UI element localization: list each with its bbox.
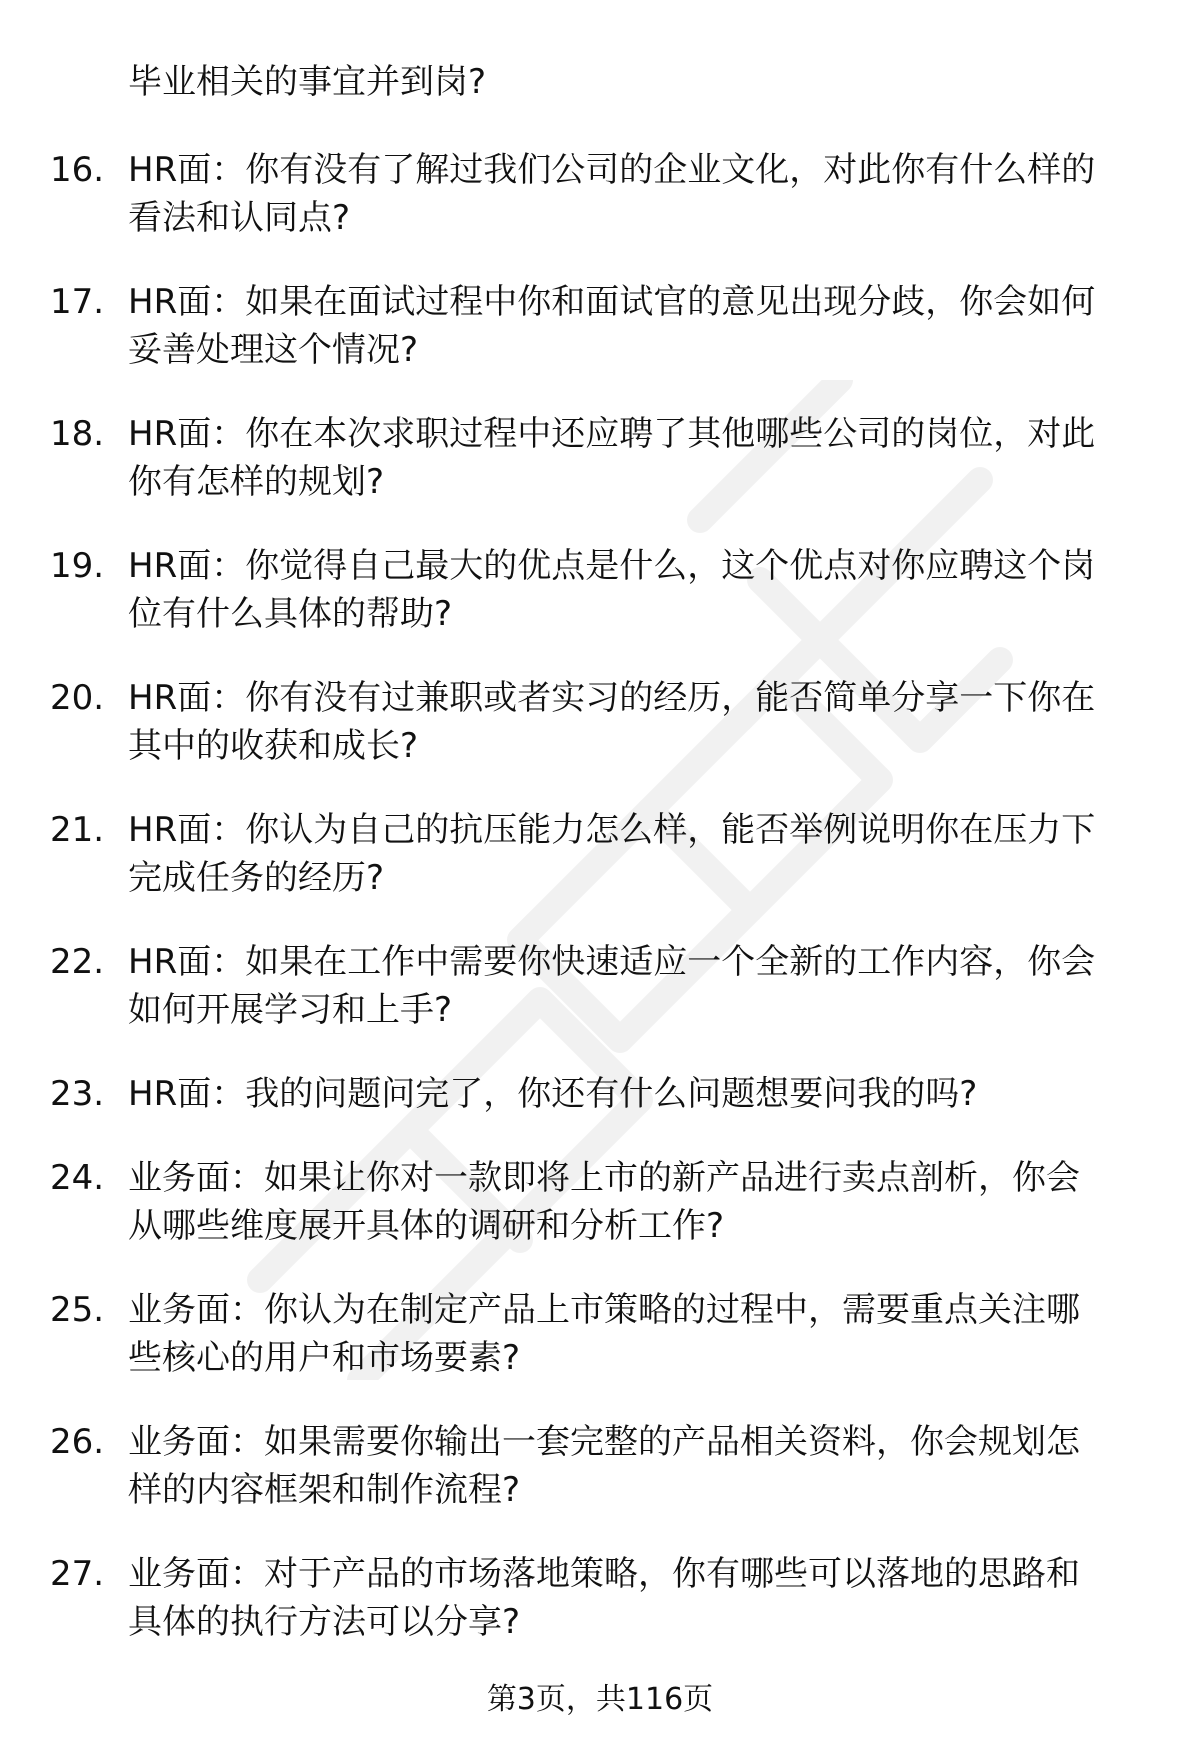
question-number: 17. — [50, 282, 105, 322]
question-line: HR面：你在本次求职过程中还应聘了其他哪些公司的岗位，对此 — [128, 414, 1096, 454]
question-text — [128, 1286, 1158, 1382]
question-text — [128, 278, 1158, 374]
question-line: 你有怎样的规划? — [128, 462, 385, 502]
question-text — [128, 146, 1158, 242]
question-number: 16. — [50, 150, 105, 190]
question-item — [0, 1286, 1200, 1382]
question-line: 完成任务的经历? — [128, 858, 385, 898]
question-line: 业务面：对于产品的市场落地策略，你有哪些可以落地的思路和 — [128, 1554, 1080, 1594]
question-number: 18. — [50, 414, 105, 454]
question-number: 23. — [50, 1074, 105, 1114]
question-text — [128, 674, 1158, 770]
question-item — [0, 1154, 1200, 1250]
question-line: 些核心的用户和市场要素? — [128, 1338, 521, 1378]
question-line: 具体的执行方法可以分享? — [128, 1602, 521, 1642]
question-line: 如何开展学习和上手? — [128, 990, 453, 1030]
question-item — [0, 1550, 1200, 1646]
question-text — [128, 1418, 1158, 1514]
question-number: 25. — [50, 1290, 105, 1330]
question-item — [0, 542, 1200, 638]
question-line: 业务面：如果让你对一款即将上市的新产品进行卖点剖析，你会 — [128, 1158, 1080, 1198]
question-line: HR面：你认为自己的抗压能力怎么样，能否举例说明你在压力下 — [128, 810, 1096, 850]
question-line: 样的内容框架和制作流程? — [128, 1470, 521, 1510]
question-number: 27. — [50, 1554, 105, 1594]
question-list — [0, 146, 1200, 1682]
page-footer: 第3页，共116页 — [486, 1682, 714, 1717]
question-item — [0, 806, 1200, 902]
question-item — [0, 278, 1200, 374]
question-number: 21. — [50, 810, 105, 850]
question-line: HR面：你觉得自己最大的优点是什么，这个优点对你应聘这个岗 — [128, 546, 1096, 586]
question-line: 妥善处理这个情况? — [128, 330, 419, 370]
question-text — [128, 938, 1158, 1034]
question-number: 20. — [50, 678, 105, 718]
question-line: HR面：如果在工作中需要你快速适应一个全新的工作内容，你会 — [128, 942, 1096, 982]
question-text — [128, 1154, 1158, 1250]
question-text — [128, 806, 1158, 902]
question-line: 从哪些维度展开具体的调研和分析工作? — [128, 1206, 725, 1246]
question-text — [128, 410, 1158, 506]
question-number: 26. — [50, 1422, 105, 1462]
question-number: 22. — [50, 942, 105, 982]
question-line: HR面：我的问题问完了，你还有什么问题想要问我的吗? — [128, 1074, 978, 1114]
question-line: 看法和认同点? — [128, 198, 351, 238]
question-item — [0, 674, 1200, 770]
question-item — [0, 146, 1200, 242]
question-number: 24. — [50, 1158, 105, 1198]
question-item — [0, 1418, 1200, 1514]
question-number: 19. — [50, 546, 105, 586]
question-item — [0, 410, 1200, 506]
question-line: 业务面：你认为在制定产品上市策略的过程中，需要重点关注哪 — [128, 1290, 1080, 1330]
continued-question-text: 毕业相关的事宜并到岗? — [128, 62, 487, 102]
question-line: HR面：如果在面试过程中你和面试官的意见出现分歧，你会如何 — [128, 282, 1096, 322]
question-text — [128, 1070, 1158, 1118]
question-item — [0, 1070, 1200, 1118]
question-item — [0, 938, 1200, 1034]
question-line: HR面：你有没有过兼职或者实习的经历，能否简单分享一下你在 — [128, 678, 1096, 718]
question-line: HR面：你有没有了解过我们公司的企业文化，对此你有什么样的 — [128, 150, 1096, 190]
question-line: 业务面：如果需要你输出一套完整的产品相关资料，你会规划怎 — [128, 1422, 1080, 1462]
question-line: 其中的收获和成长? — [128, 726, 419, 766]
question-line: 位有什么具体的帮助? — [128, 594, 453, 634]
question-text — [128, 542, 1158, 638]
question-text — [128, 1550, 1158, 1646]
